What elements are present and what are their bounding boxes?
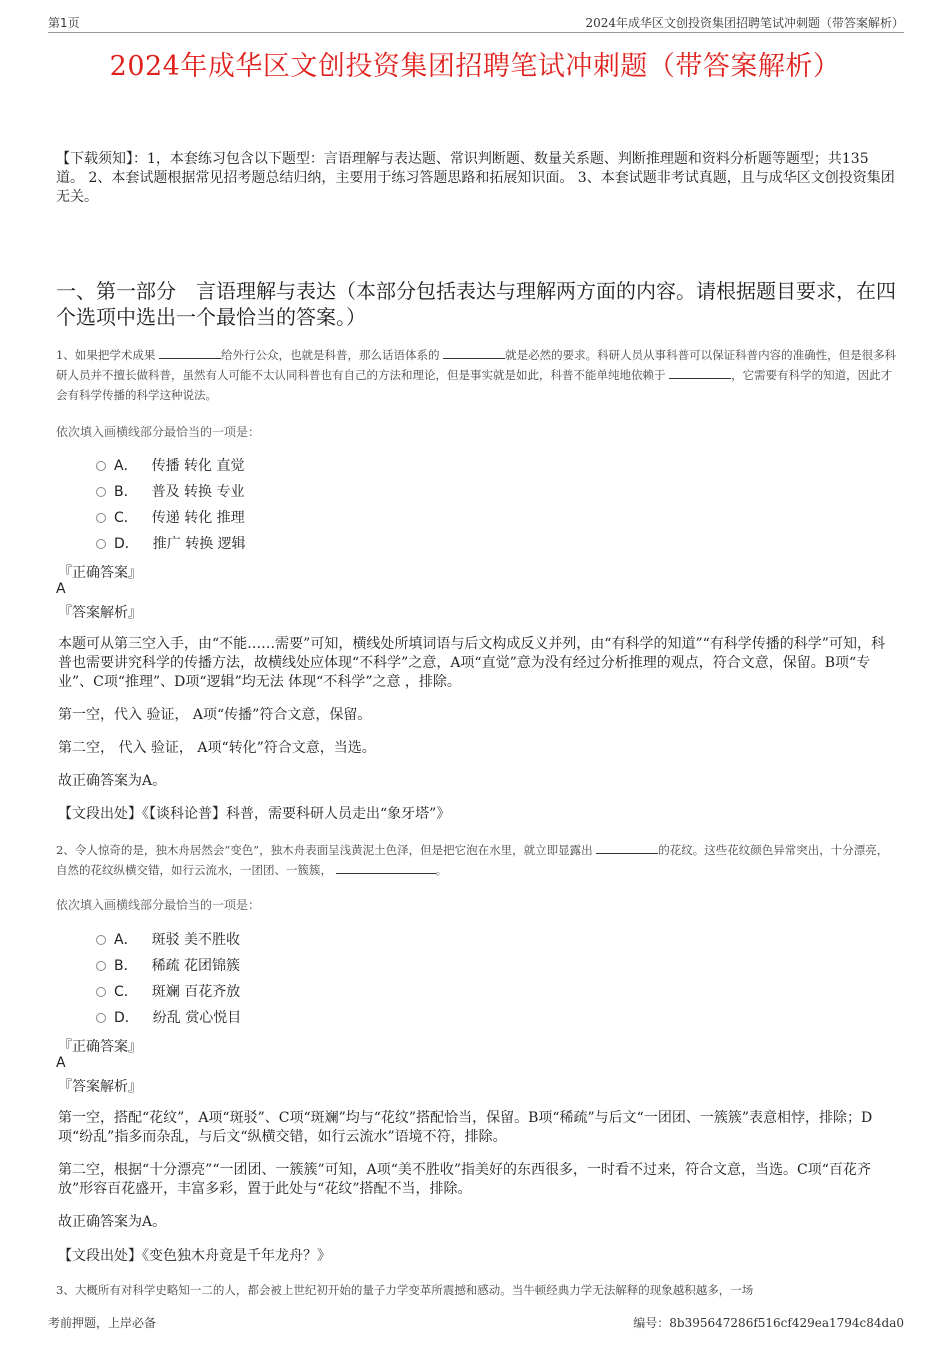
analysis-label: 『答案解析』 <box>58 605 142 621</box>
document-id: 编号：8b395647286f516cf429ea1794c84da0 <box>633 1316 904 1330</box>
radio-icon[interactable] <box>96 539 106 549</box>
analysis-conclusion: 故正确答案为A。 <box>58 773 167 789</box>
page-header <box>48 14 904 33</box>
radio-icon[interactable] <box>96 987 106 997</box>
question-1-stem: 1、如果把学术成果 给外行公众，也就是科普，那么话语体系的 就是必然的要求。科研人员从事科普可以保证科普内容的准确性，但是很多科研人员并不擅长做科普，虽然有人可能不太认同科普也有自己的方法和理论，但是事实就是如此，科普不能单纯地依赖于 ，它需要有科学的知道，因此才会有科学传播的科学这种说法。 <box>56 348 897 402</box>
option-c[interactable]: C． 传递 转化 推理 <box>96 505 246 531</box>
option-d[interactable]: D． 纷乱 赏心悦目 <box>96 1005 241 1031</box>
passage-source: 【文段出处】《【谈科论普】科普，需要科研人员走出“象牙塔”》 <box>58 806 451 822</box>
analysis-paragraph: 本题可从第三空入手，由“不能……需要”可知，横线处所填词语与后文构成反义并列，由“有科学的知道”“有科学传播的科学”可知，科普也需要讲究科学的传播方法，故横线处应体现“不科学”之意，A项“直觉”意为没有经过分析推理的观点，符合文意，保留。B项“专业”、C项“推理”、D项“逻辑”均无法 体现“不科学”之意 ，排除。 <box>58 636 885 690</box>
answer-blank <box>443 346 505 359</box>
question-3-stem: 3、大概所有对科学史略知一二的人，都会被上世纪初开始的量子力学变革所震撼和感动。当牛顿经典力学无法解释的现象越积越多，一场 <box>56 1283 754 1297</box>
section-heading: 一、第一部分 言语理解与表达（本部分包括表达与理解两方面的内容。请根据题目要求，在四个选项中选出一个最恰当的答案。） <box>56 279 896 329</box>
correct-answer-value: A <box>56 1055 66 1071</box>
question-2-options <box>96 927 241 1031</box>
question-2-stem: 2、令人惊奇的是，独木舟居然会“变色”，独木舟表面呈浅黄泥土色泽，但是把它泡在水里，就立即显露出 的花纹。这些花纹颜色异常突出，十分漂亮，自然的花纹纵横交错，如行云流水，一团团、一簇簇， 。 <box>56 843 889 877</box>
answer-blank <box>336 861 436 874</box>
radio-icon[interactable] <box>96 961 106 971</box>
question-1-options <box>96 453 246 557</box>
correct-answer-label: 『正确答案』 <box>58 1039 142 1055</box>
analysis-paragraph: 第一空，搭配“花纹”，A项“斑驳”、C项“斑斓”均与“花纹”搭配恰当，保留。B项“稀疏”与后文“一团团、一簇簇”表意相悖，排除；D项“纷乱”指多而杂乱，与后文“纵横交错，如行云流水”语境不符，排除。 <box>58 1110 873 1145</box>
footer-slogan: 考前押题，上岸必备 <box>48 1316 157 1330</box>
download-notice: 【下载须知】：1，本套练习包含以下题型：言语理解与表达题、常识判断题、数量关系题、判断推理题和资料分析题等题型；共135道。 2、本套试题根据常见招考题总结归纳，主要用于练习答题思路和拓展知识面。 3、本套试题非考试真题，且与成华区文创投资集团无关。 <box>56 151 895 205</box>
answer-blank <box>159 346 221 359</box>
question-2-prompt: 依次填入画横线部分最恰当的一项是： <box>56 898 261 912</box>
option-c[interactable]: C． 斑斓 百花齐放 <box>96 979 241 1005</box>
passage-source: 【文段出处】《变色独木舟竟是千年龙舟？》 <box>58 1248 331 1264</box>
analysis-paragraph: 第二空， 代入 验证， A项“转化”符合文意，当选。 <box>58 740 376 756</box>
radio-icon[interactable] <box>96 487 106 497</box>
option-a[interactable]: A． 斑驳 美不胜收 <box>96 927 241 953</box>
answer-blank <box>669 366 731 379</box>
radio-icon[interactable] <box>96 513 106 523</box>
correct-answer-value: A <box>56 581 66 597</box>
option-b[interactable]: B． 普及 转换 专业 <box>96 479 246 505</box>
analysis-conclusion: 故正确答案为A。 <box>58 1214 167 1230</box>
question-1-prompt: 依次填入画横线部分最恰当的一项是： <box>56 425 261 439</box>
header-doc-title: 2024年成华区文创投资集团招聘笔试冲刺题（带答案解析） <box>585 16 904 30</box>
analysis-paragraph: 第二空，根据“十分漂亮”“一团团、一簇簇”可知，A项“美不胜收”指美好的东西很多，一时看不过来，符合文意，当选。C项“百花齐放”形容百花盛开，丰富多彩，置于此处与“花纹”搭配不当，排除。 <box>58 1162 871 1197</box>
document-title: 2024年成华区文创投资集团招聘笔试冲刺题（带答案解析） <box>109 51 841 82</box>
radio-icon[interactable] <box>96 461 106 471</box>
page-number: 第1页 <box>48 16 80 30</box>
option-a[interactable]: A． 传播 转化 直觉 <box>96 453 246 479</box>
answer-blank <box>596 841 658 854</box>
analysis-paragraph: 第一空，代入 验证， A项“传播”符合文意，保留。 <box>58 707 372 723</box>
radio-icon[interactable] <box>96 1013 106 1023</box>
option-b[interactable]: B． 稀疏 花团锦簇 <box>96 953 241 979</box>
correct-answer-label: 『正确答案』 <box>58 565 142 581</box>
analysis-label: 『答案解析』 <box>58 1079 142 1095</box>
radio-icon[interactable] <box>96 935 106 945</box>
option-d[interactable]: D． 推广 转换 逻辑 <box>96 531 246 557</box>
